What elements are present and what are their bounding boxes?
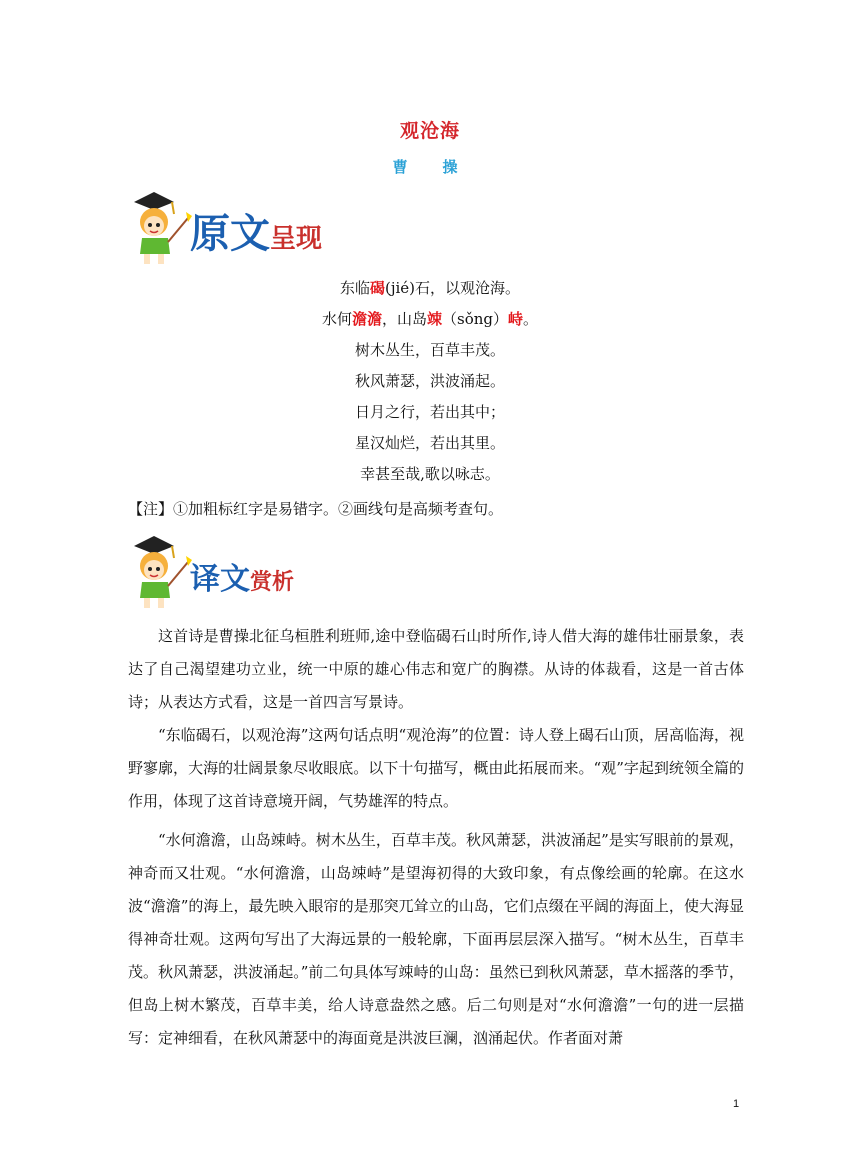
poem (0, 276, 860, 493)
highlighted-char: 竦 (427, 310, 443, 328)
section-title (190, 554, 294, 598)
poem-line (0, 369, 860, 400)
poem-text: 。 (523, 310, 539, 328)
poem-text: 秋风萧瑟，洪波涌起。 (354, 372, 505, 390)
section-header-translation (128, 532, 448, 610)
poem-text: 星汉灿烂，若出其里。 (354, 434, 505, 452)
poem-text: 东临 (339, 279, 370, 297)
poem-text: 水何 (321, 310, 352, 328)
page-number: 1 (733, 1098, 740, 1110)
highlighted-char: 澹澹 (351, 310, 382, 328)
section-title-sub: 赏析 (250, 569, 295, 595)
poem-text: 日月之行，若出其中； (354, 403, 505, 421)
section-title-sub: 呈现 (270, 224, 323, 254)
highlighted-char: 碣 (369, 279, 385, 297)
poem-line (0, 276, 860, 307)
section-header-original (128, 188, 448, 266)
author: 曹 操 (392, 158, 468, 176)
paragraph: “东临碣石，以观沧海”这两句话点明“观沧海”的位置：诗人登上碣石山顶，居高临海，视野寥廓，大海的壮阔景象尽收眼底。以下十句描写，概由此拓展而来。“观”字起到统领全篇的作用，体现了这首诗意境开阔，气势雄浑的特点。 (128, 726, 744, 810)
poem-line (0, 400, 860, 431)
paragraph: 这首诗是曹操北征乌桓胜利班师,途中登临碣石山时所作,诗人借大海的雄伟壮丽景象，表达了自己渴望建功立业，统一中原的雄心伟志和宽广的胸襟。从诗的体裁看，这是一首古体诗；从表达方式看，这是一首四言写景诗。 (128, 627, 744, 711)
poem-text: 树木丛生，百草丰茂。 (354, 341, 505, 359)
poem-line (0, 307, 860, 338)
poem-text: 幸甚至哉,歌以咏志。 (360, 465, 500, 483)
poem-text: ，山岛 (381, 310, 427, 328)
paragraph: “水何澹澹，山岛竦峙。树木丛生，百草丰茂。秋风萧瑟，洪波涌起”是实写眼前的景观，神奇而又壮观。“水何澹澹，山岛竦峙”是望海初得的大致印象，有点像绘画的轮廓。在这水波“澹澹”的海上，最先映入眼帘的是那突兀耸立的山岛，它们点缀在平阔的海面上，使大海显得神奇壮观。这两句写出了大海远景的一般轮廓，下面再层层深入描写。“树木丛生，百草丰茂。秋风萧瑟，洪波涌起。”前二句具体写竦峙的山岛：虽然已到秋风萧瑟，草木摇落的季节，但岛上树木繁茂，百草丰美，给人诗意盎然之感。后二句则是对“水何澹澹”一句的进一层描写：定神细看，在秋风萧瑟中的海面竟是洪波巨澜，汹涌起伏。作者面对萧 (128, 831, 744, 1047)
highlighted-char: 峙 (508, 310, 524, 328)
section-title (190, 202, 322, 259)
page-title: 观沧海 (399, 120, 460, 142)
poem-line (0, 338, 860, 369)
section-title-main: 译文 (190, 562, 250, 597)
section-title-main: 原文 (190, 210, 270, 257)
poem-line (0, 462, 860, 493)
analysis-text (128, 620, 744, 1055)
note: 【注】①加粗标红字是易错字。②画线句是高频考查句。 (128, 500, 504, 518)
poem-text: (jié)石，以观沧海。 (385, 279, 521, 297)
poem-text: （sǒng） (442, 310, 509, 328)
poem-line (0, 431, 860, 462)
